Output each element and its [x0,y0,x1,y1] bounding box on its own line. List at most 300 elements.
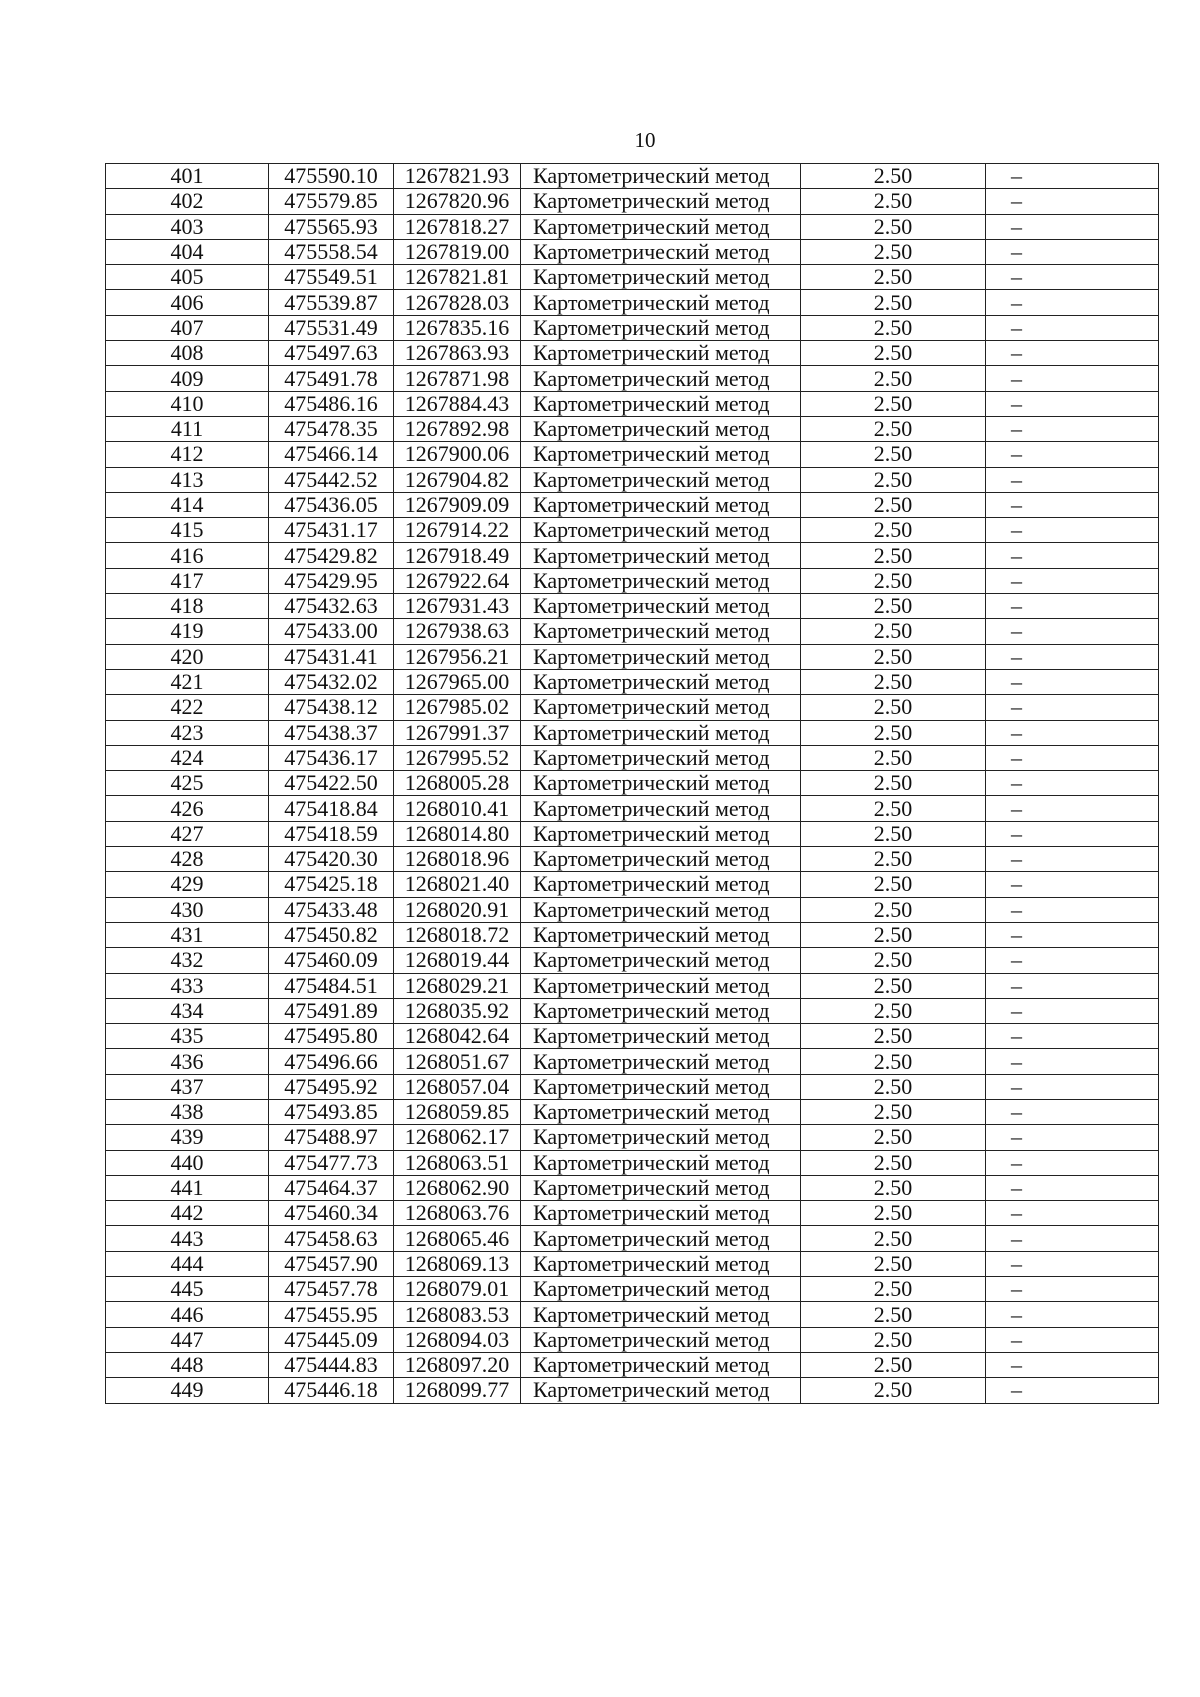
method-cell: Картометрический метод [521,391,801,416]
point-number-cell: 423 [106,720,269,745]
y-coordinate-cell: 1267909.09 [394,492,521,517]
description-cell: – [986,644,1159,669]
x-coordinate-cell: 475438.37 [269,720,394,745]
point-number-cell: 415 [106,518,269,543]
point-number-cell: 447 [106,1327,269,1352]
x-coordinate-cell: 475436.05 [269,492,394,517]
y-coordinate-cell: 1268035.92 [394,998,521,1023]
table-row [106,669,1159,694]
table-row [106,771,1159,796]
point-number-cell: 409 [106,366,269,391]
method-cell: Картометрический метод [521,315,801,340]
table-row [106,948,1159,973]
x-coordinate-cell: 475491.89 [269,998,394,1023]
description-cell: – [986,796,1159,821]
accuracy-cell: 2.50 [801,1327,986,1352]
table-row [106,214,1159,239]
description-cell: – [986,543,1159,568]
method-cell: Картометрический метод [521,998,801,1023]
point-number-cell: 437 [106,1074,269,1099]
description-cell: – [986,1201,1159,1226]
table-row [106,1175,1159,1200]
point-number-cell: 441 [106,1175,269,1200]
table-row [106,416,1159,441]
table-row [106,290,1159,315]
accuracy-cell: 2.50 [801,1150,986,1175]
method-cell: Картометрический метод [521,619,801,644]
accuracy-cell: 2.50 [801,948,986,973]
description-cell: – [986,1175,1159,1200]
description-cell: – [986,973,1159,998]
table-row [106,1099,1159,1124]
table-row [106,998,1159,1023]
accuracy-cell: 2.50 [801,518,986,543]
description-cell: – [986,467,1159,492]
point-number-cell: 420 [106,644,269,669]
description-cell: – [986,1074,1159,1099]
method-cell: Картометрический метод [521,189,801,214]
y-coordinate-cell: 1268042.64 [394,1024,521,1049]
y-coordinate-cell: 1268063.76 [394,1201,521,1226]
table-row [106,492,1159,517]
method-cell: Картометрический метод [521,948,801,973]
table-row [106,467,1159,492]
accuracy-cell: 2.50 [801,442,986,467]
coordinates-table-body [106,164,1159,1404]
point-number-cell: 421 [106,669,269,694]
method-cell: Картометрический метод [521,847,801,872]
table-row [106,1125,1159,1150]
y-coordinate-cell: 1268099.77 [394,1378,521,1403]
method-cell: Картометрический метод [521,771,801,796]
method-cell: Картометрический метод [521,492,801,517]
y-coordinate-cell: 1267835.16 [394,315,521,340]
y-coordinate-cell: 1267821.93 [394,164,521,189]
point-number-cell: 413 [106,467,269,492]
y-coordinate-cell: 1268018.72 [394,922,521,947]
x-coordinate-cell: 475590.10 [269,164,394,189]
y-coordinate-cell: 1268019.44 [394,948,521,973]
x-coordinate-cell: 475460.34 [269,1201,394,1226]
point-number-cell: 405 [106,265,269,290]
description-cell: – [986,948,1159,973]
table-row [106,973,1159,998]
description-cell: – [986,1125,1159,1150]
point-number-cell: 445 [106,1277,269,1302]
description-cell: – [986,1049,1159,1074]
x-coordinate-cell: 475436.17 [269,745,394,770]
y-coordinate-cell: 1268083.53 [394,1302,521,1327]
x-coordinate-cell: 475486.16 [269,391,394,416]
table-row [106,1049,1159,1074]
x-coordinate-cell: 475422.50 [269,771,394,796]
method-cell: Картометрический метод [521,1125,801,1150]
accuracy-cell: 2.50 [801,594,986,619]
method-cell: Картометрический метод [521,1024,801,1049]
accuracy-cell: 2.50 [801,1251,986,1276]
table-row [106,1074,1159,1099]
method-cell: Картометрический метод [521,1175,801,1200]
accuracy-cell: 2.50 [801,771,986,796]
accuracy-cell: 2.50 [801,897,986,922]
description-cell: – [986,695,1159,720]
x-coordinate-cell: 475431.17 [269,518,394,543]
accuracy-cell: 2.50 [801,1024,986,1049]
method-cell: Картометрический метод [521,897,801,922]
accuracy-cell: 2.50 [801,568,986,593]
x-coordinate-cell: 475431.41 [269,644,394,669]
y-coordinate-cell: 1268051.67 [394,1049,521,1074]
x-coordinate-cell: 475493.85 [269,1099,394,1124]
accuracy-cell: 2.50 [801,1277,986,1302]
y-coordinate-cell: 1268062.90 [394,1175,521,1200]
description-cell: – [986,1150,1159,1175]
accuracy-cell: 2.50 [801,973,986,998]
x-coordinate-cell: 475531.49 [269,315,394,340]
table-row [106,1150,1159,1175]
table-row [106,1327,1159,1352]
x-coordinate-cell: 475433.00 [269,619,394,644]
point-number-cell: 422 [106,695,269,720]
y-coordinate-cell: 1268079.01 [394,1277,521,1302]
method-cell: Картометрический метод [521,467,801,492]
y-coordinate-cell: 1268059.85 [394,1099,521,1124]
point-number-cell: 439 [106,1125,269,1150]
coordinates-table [105,163,1159,1404]
x-coordinate-cell: 475438.12 [269,695,394,720]
y-coordinate-cell: 1267828.03 [394,290,521,315]
description-cell: – [986,366,1159,391]
x-coordinate-cell: 475420.30 [269,847,394,872]
method-cell: Картометрический метод [521,1201,801,1226]
point-number-cell: 434 [106,998,269,1023]
x-coordinate-cell: 475495.80 [269,1024,394,1049]
point-number-cell: 430 [106,897,269,922]
x-coordinate-cell: 475539.87 [269,290,394,315]
method-cell: Картометрический метод [521,1150,801,1175]
method-cell: Картометрический метод [521,1099,801,1124]
method-cell: Картометрический метод [521,669,801,694]
description-cell: – [986,745,1159,770]
y-coordinate-cell: 1267871.98 [394,366,521,391]
x-coordinate-cell: 475457.90 [269,1251,394,1276]
description-cell: – [986,1099,1159,1124]
description-cell: – [986,897,1159,922]
x-coordinate-cell: 475477.73 [269,1150,394,1175]
accuracy-cell: 2.50 [801,265,986,290]
x-coordinate-cell: 475418.84 [269,796,394,821]
description-cell: – [986,619,1159,644]
y-coordinate-cell: 1267900.06 [394,442,521,467]
method-cell: Картометрический метод [521,543,801,568]
method-cell: Картометрический метод [521,1327,801,1352]
y-coordinate-cell: 1268029.21 [394,973,521,998]
x-coordinate-cell: 475484.51 [269,973,394,998]
table-row [106,745,1159,770]
y-coordinate-cell: 1267914.22 [394,518,521,543]
method-cell: Картометрический метод [521,695,801,720]
accuracy-cell: 2.50 [801,1378,986,1403]
y-coordinate-cell: 1267985.02 [394,695,521,720]
table-row [106,568,1159,593]
accuracy-cell: 2.50 [801,189,986,214]
y-coordinate-cell: 1267863.93 [394,341,521,366]
page-number: 10 [634,128,656,152]
method-cell: Картометрический метод [521,973,801,998]
description-cell: – [986,771,1159,796]
point-number-cell: 438 [106,1099,269,1124]
point-number-cell: 432 [106,948,269,973]
point-number-cell: 448 [106,1352,269,1377]
method-cell: Картометрический метод [521,290,801,315]
table-row [106,619,1159,644]
method-cell: Картометрический метод [521,1251,801,1276]
y-coordinate-cell: 1267818.27 [394,214,521,239]
point-number-cell: 419 [106,619,269,644]
method-cell: Картометрический метод [521,1378,801,1403]
x-coordinate-cell: 475446.18 [269,1378,394,1403]
method-cell: Картометрический метод [521,1226,801,1251]
table-row [106,189,1159,214]
x-coordinate-cell: 475488.97 [269,1125,394,1150]
description-cell: – [986,568,1159,593]
point-number-cell: 401 [106,164,269,189]
accuracy-cell: 2.50 [801,821,986,846]
table-row [106,518,1159,543]
point-number-cell: 418 [106,594,269,619]
accuracy-cell: 2.50 [801,796,986,821]
method-cell: Картометрический метод [521,265,801,290]
point-number-cell: 444 [106,1251,269,1276]
point-number-cell: 443 [106,1226,269,1251]
y-coordinate-cell: 1268018.96 [394,847,521,872]
table-row [106,796,1159,821]
x-coordinate-cell: 475442.52 [269,467,394,492]
table-row [106,315,1159,340]
table-row [106,1226,1159,1251]
x-coordinate-cell: 475464.37 [269,1175,394,1200]
table-row [106,720,1159,745]
description-cell: – [986,1024,1159,1049]
point-number-cell: 431 [106,922,269,947]
x-coordinate-cell: 475444.83 [269,1352,394,1377]
accuracy-cell: 2.50 [801,214,986,239]
description-cell: – [986,872,1159,897]
point-number-cell: 436 [106,1049,269,1074]
x-coordinate-cell: 475457.78 [269,1277,394,1302]
method-cell: Картометрический метод [521,644,801,669]
description-cell: – [986,1302,1159,1327]
table-row [106,1024,1159,1049]
y-coordinate-cell: 1267820.96 [394,189,521,214]
y-coordinate-cell: 1268065.46 [394,1226,521,1251]
method-cell: Картометрический метод [521,922,801,947]
table-row [106,1302,1159,1327]
accuracy-cell: 2.50 [801,1049,986,1074]
point-number-cell: 411 [106,416,269,441]
table-row [106,164,1159,189]
point-number-cell: 428 [106,847,269,872]
point-number-cell: 412 [106,442,269,467]
description-cell: – [986,821,1159,846]
accuracy-cell: 2.50 [801,669,986,694]
accuracy-cell: 2.50 [801,1125,986,1150]
description-cell: – [986,720,1159,745]
description-cell: – [986,214,1159,239]
y-coordinate-cell: 1267884.43 [394,391,521,416]
method-cell: Картометрический метод [521,239,801,264]
point-number-cell: 424 [106,745,269,770]
method-cell: Картометрический метод [521,796,801,821]
point-number-cell: 406 [106,290,269,315]
accuracy-cell: 2.50 [801,1099,986,1124]
table-row [106,847,1159,872]
x-coordinate-cell: 475433.48 [269,897,394,922]
table-row [106,897,1159,922]
accuracy-cell: 2.50 [801,1302,986,1327]
accuracy-cell: 2.50 [801,847,986,872]
accuracy-cell: 2.50 [801,720,986,745]
description-cell: – [986,1327,1159,1352]
description-cell: – [986,1226,1159,1251]
method-cell: Картометрический метод [521,366,801,391]
accuracy-cell: 2.50 [801,1175,986,1200]
description-cell: – [986,998,1159,1023]
table-row [106,1201,1159,1226]
method-cell: Картометрический метод [521,568,801,593]
accuracy-cell: 2.50 [801,543,986,568]
y-coordinate-cell: 1267821.81 [394,265,521,290]
method-cell: Картометрический метод [521,872,801,897]
y-coordinate-cell: 1267904.82 [394,467,521,492]
y-coordinate-cell: 1267892.98 [394,416,521,441]
accuracy-cell: 2.50 [801,872,986,897]
description-cell: – [986,315,1159,340]
y-coordinate-cell: 1267991.37 [394,720,521,745]
method-cell: Картометрический метод [521,1074,801,1099]
accuracy-cell: 2.50 [801,922,986,947]
x-coordinate-cell: 475432.63 [269,594,394,619]
y-coordinate-cell: 1268057.04 [394,1074,521,1099]
point-number-cell: 402 [106,189,269,214]
accuracy-cell: 2.50 [801,1074,986,1099]
description-cell: – [986,265,1159,290]
accuracy-cell: 2.50 [801,416,986,441]
table-row [106,391,1159,416]
y-coordinate-cell: 1267819.00 [394,239,521,264]
table-row [106,1251,1159,1276]
point-number-cell: 407 [106,315,269,340]
y-coordinate-cell: 1268069.13 [394,1251,521,1276]
description-cell: – [986,290,1159,315]
x-coordinate-cell: 475429.95 [269,568,394,593]
x-coordinate-cell: 475478.35 [269,416,394,441]
description-cell: – [986,1277,1159,1302]
accuracy-cell: 2.50 [801,619,986,644]
description-cell: – [986,164,1159,189]
method-cell: Картометрический метод [521,745,801,770]
table-row [106,695,1159,720]
accuracy-cell: 2.50 [801,998,986,1023]
y-coordinate-cell: 1267938.63 [394,619,521,644]
accuracy-cell: 2.50 [801,492,986,517]
table-row [106,1277,1159,1302]
accuracy-cell: 2.50 [801,239,986,264]
point-number-cell: 403 [106,214,269,239]
x-coordinate-cell: 475458.63 [269,1226,394,1251]
accuracy-cell: 2.50 [801,745,986,770]
x-coordinate-cell: 475418.59 [269,821,394,846]
method-cell: Картометрический метод [521,416,801,441]
table-row [106,821,1159,846]
y-coordinate-cell: 1268097.20 [394,1352,521,1377]
point-number-cell: 427 [106,821,269,846]
description-cell: – [986,341,1159,366]
description-cell: – [986,189,1159,214]
method-cell: Картометрический метод [521,1302,801,1327]
table-row [106,1378,1159,1403]
accuracy-cell: 2.50 [801,1352,986,1377]
description-cell: – [986,594,1159,619]
x-coordinate-cell: 475432.02 [269,669,394,694]
y-coordinate-cell: 1267995.52 [394,745,521,770]
point-number-cell: 433 [106,973,269,998]
x-coordinate-cell: 475445.09 [269,1327,394,1352]
point-number-cell: 408 [106,341,269,366]
y-coordinate-cell: 1267965.00 [394,669,521,694]
point-number-cell: 435 [106,1024,269,1049]
y-coordinate-cell: 1267922.64 [394,568,521,593]
point-number-cell: 417 [106,568,269,593]
point-number-cell: 404 [106,239,269,264]
method-cell: Картометрический метод [521,1277,801,1302]
description-cell: – [986,669,1159,694]
accuracy-cell: 2.50 [801,164,986,189]
table-row [106,265,1159,290]
description-cell: – [986,1378,1159,1403]
accuracy-cell: 2.50 [801,391,986,416]
point-number-cell: 449 [106,1378,269,1403]
description-cell: – [986,391,1159,416]
point-number-cell: 416 [106,543,269,568]
accuracy-cell: 2.50 [801,341,986,366]
method-cell: Картометрический метод [521,1049,801,1074]
x-coordinate-cell: 475579.85 [269,189,394,214]
point-number-cell: 442 [106,1201,269,1226]
y-coordinate-cell: 1268005.28 [394,771,521,796]
table-row [106,644,1159,669]
method-cell: Картометрический метод [521,442,801,467]
x-coordinate-cell: 475466.14 [269,442,394,467]
accuracy-cell: 2.50 [801,1226,986,1251]
description-cell: – [986,922,1159,947]
y-coordinate-cell: 1268010.41 [394,796,521,821]
x-coordinate-cell: 475549.51 [269,265,394,290]
accuracy-cell: 2.50 [801,366,986,391]
accuracy-cell: 2.50 [801,644,986,669]
description-cell: – [986,1251,1159,1276]
method-cell: Картометрический метод [521,214,801,239]
point-number-cell: 414 [106,492,269,517]
point-number-cell: 426 [106,796,269,821]
table-row [106,442,1159,467]
description-cell: – [986,1352,1159,1377]
x-coordinate-cell: 475491.78 [269,366,394,391]
accuracy-cell: 2.50 [801,695,986,720]
table-row [106,366,1159,391]
x-coordinate-cell: 475495.92 [269,1074,394,1099]
accuracy-cell: 2.50 [801,290,986,315]
